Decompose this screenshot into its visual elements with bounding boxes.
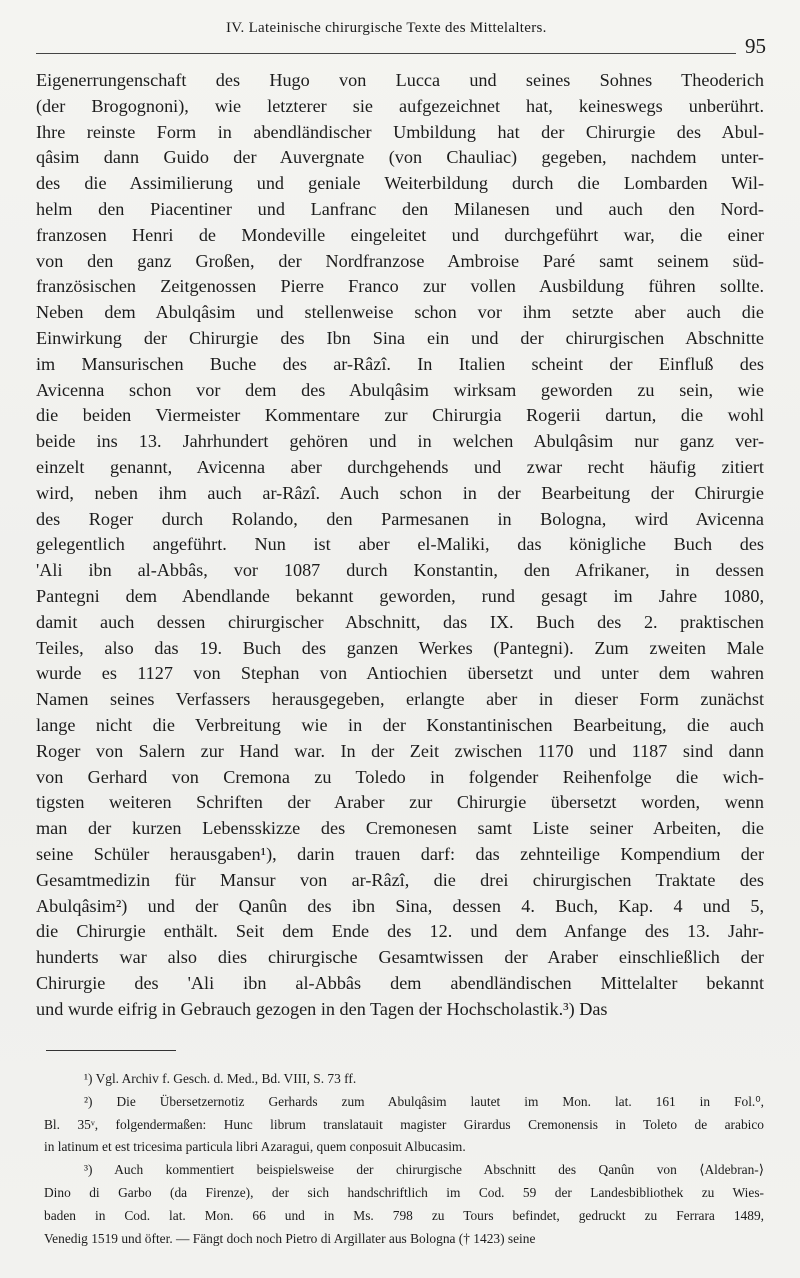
text-line: (der Brogognoni), wie letzterer sie aufgezeichnet hat, keineswegs unberührt.	[36, 95, 764, 116]
text-line: Chirurgie des 'Ali ibn al-Abbâs dem abendländischen Mittelalter bekannt	[36, 972, 764, 993]
text-line: im Mansurischen Buche des ar-Râzî. In Italien scheint der Einfluß des	[36, 353, 764, 374]
text-line: man der kurzen Lebensskizze des Cremonesen samt Liste seiner Arbeiten, die	[36, 818, 764, 839]
footnote-line: baden in Cod. lat. Mon. 66 und in Ms. 798 zu Tours befindet, gedruckt zu Ferrara 1489,	[44, 1207, 764, 1223]
text-line: damit auch dessen chirurgischer Abschnitt, das IX. Buch des 2. praktischen	[36, 611, 764, 632]
text-line: Teiles, also das 19. Buch des ganzen Werkes (Pantegni). Zum zweiten Male	[36, 637, 764, 658]
text-line: lange nicht die Verbreitung wie in der Konstantinischen Bearbeitung, die auch	[36, 714, 764, 735]
footnote-rule	[46, 1050, 176, 1051]
footnote-line: ²) Die Übersetzernotiz Gerhards zum Abulqâsim lautet im Mon. lat. 161 in Fol.⁰,	[84, 1093, 764, 1109]
footnote-line: Venedig 1519 und öfter. — Fängt doch noch Pietro di Argillater aus Bologna († 1423) seine	[44, 1230, 536, 1246]
text-line: Namen seines Verfassers herausgegeben, erlangte aber in dieser Form zunächst	[36, 689, 764, 710]
text-line: einzelt genannt, Avicenna aber durchgehends und zwar recht häufig zitiert	[36, 456, 764, 477]
footnote-line: ¹) Vgl. Archiv f. Gesch. d. Med., Bd. VIII, S. 73 ff.	[84, 1071, 357, 1086]
text-line: Roger von Salern zur Hand war. In der Zeit zwischen 1170 und 1187 sind dann	[36, 740, 764, 761]
footnote-line: Bl. 35ᵛ, folgendermaßen: Hunc librum translatauit magister Girardus Cremonensis in Toleto de arabico	[44, 1116, 764, 1132]
header-rule	[36, 53, 736, 54]
text-line: gelegentlich angeführt. Nun ist aber el-Maliki, das königliche Buch des	[36, 534, 764, 555]
text-line: Eigenerrungenschaft des Hugo von Lucca und seines Sohnes Theoderich	[36, 70, 764, 90]
main-text	[36, 68, 764, 1022]
text-line: tigsten weiteren Schriften der Araber zur Chirurgie übersetzt worden, wenn	[36, 792, 764, 813]
text-line: von den ganz Großen, der Nordfranzose Ambroise Paré samt seinem süd-	[36, 250, 764, 271]
text-line: franzosen Henri de Mondeville eingeleitet und durchgeführt war, die einer	[36, 224, 764, 245]
text-line: Einwirkung der Chirurgie des Ibn Sina ein und der chirurgischen Abschnitte	[36, 327, 764, 348]
text-line: des Roger durch Rolando, den Parmesanen in Bologna, wird Avicenna	[36, 508, 764, 529]
footnote-line: Dino di Garbo (da Firenze), der sich handschriftlich im Cod. 59 der Landesbibliothek zu Wies-	[44, 1184, 764, 1200]
text-line: wurde es 1127 von Stephan von Antiochien übersetzt und unter dem wahren	[36, 663, 764, 684]
footnotes	[44, 1068, 764, 1250]
text-line: qâsim dann Guido der Auvergnate (von Chauliac) gegeben, nachdem unter-	[36, 147, 764, 168]
text-line: die beiden Viermeister Kommentare zur Chirurgia Rogerii dartun, die wohl	[36, 405, 764, 426]
text-line: von Gerhard von Cremona zu Toledo in folgender Reihenfolge die wich-	[36, 766, 764, 787]
footnote-line: in latinum et est tricesima particula libri Azaragui, quem conposuit Albucasim.	[44, 1139, 466, 1155]
text-line: hunderts war also dies chirurgische Gesamtwissen der Araber einschließlich der	[36, 947, 764, 968]
text-line: wird, neben ihm auch ar-Râzî. Auch schon in der Bearbeitung der Chirurgie	[36, 482, 764, 503]
text-line: Abulqâsim²) und der Qanûn des ibn Sina, dessen 4. Buch, Kap. 4 und 5,	[36, 895, 764, 916]
text-line: Neben dem Abulqâsim und stellenweise schon vor ihm setzte aber auch die	[36, 302, 764, 323]
text-line: Ihre reinste Form in abendländischer Umbildung hat der Chirurgie des Abul-	[36, 121, 764, 142]
text-line: die Chirurgie enthält. Seit dem Ende des 12. und dem Anfange des 13. Jahr-	[36, 921, 764, 942]
text-line: Gesamtmedizin für Mansur von ar-Râzî, die drei chirurgischen Traktate des	[36, 869, 764, 890]
text-line: helm den Piacentiner und Lanfranc den Milanesen und auch den Nord-	[36, 198, 764, 219]
text-line: Avicenna schon vor dem des Abulqâsim wirksam geworden zu sein, wie	[36, 379, 764, 400]
footnote-line: ³) Auch kommentiert beispielsweise der chirurgische Abschnitt des Qanûn von ⟨Aldebran-⟩	[84, 1162, 764, 1178]
text-line: und wurde eifrig in Gebrauch gezogen in den Tagen der Hochscholastik.³) Das	[36, 998, 608, 1019]
text-line: 'Ali ibn al-Abbâs, vor 1087 durch Konstantin, den Afrikaner, in dessen	[36, 560, 764, 581]
text-line: französischen Zeitgenossen Pierre Franco zur vollen Ausbildung führen sollte.	[36, 276, 764, 297]
page-number: 95	[745, 34, 766, 58]
text-line: Pantegni dem Abendlande bekannt geworden, rund gesagt im Jahre 1080,	[36, 585, 764, 606]
text-line: des die Assimilierung und geniale Weiterbildung durch die Lombarden Wil-	[36, 173, 764, 194]
running-head: IV. Lateinische chirurgische Texte des Mittelalters.	[226, 20, 547, 36]
page-header	[36, 20, 766, 58]
text-line: beide ins 13. Jahrhundert gehören und in welchen Abulqâsim nur ganz ver-	[36, 431, 764, 452]
text-line: seine Schüler herausgaben¹), darin trauen darf: das zehnteilige Kompendium der	[36, 843, 764, 864]
